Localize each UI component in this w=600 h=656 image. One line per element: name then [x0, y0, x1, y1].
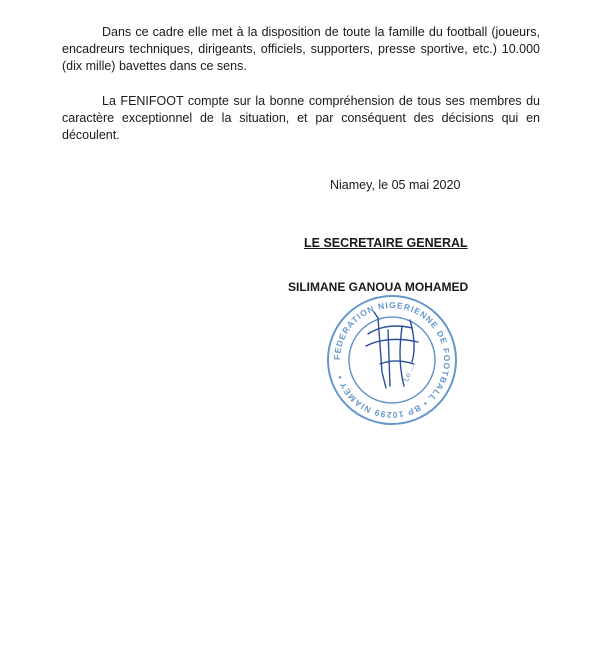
place-date: Niamey, le 05 mai 2020 — [330, 178, 461, 192]
official-stamp-icon — [322, 290, 462, 430]
body-paragraph-1 — [62, 24, 540, 75]
stamp-outer-ring — [328, 296, 456, 424]
signatory-name: SILIMANE GANOUA MOHAMED — [288, 280, 469, 294]
stamp-inner-ring — [349, 317, 435, 403]
paragraph-1-text: Dans ce cadre elle met à la disposition de toute la famille du football (joueurs, encadreurs techniques, dirigeants, officiels, supporters, presse sportive, etc.) 10.000 (dix mille) bavettes dans ce sens. — [62, 25, 540, 73]
stamp-ring-text: FEDERATION NIGERIENNE DE FOOTBALL • BP 10299 NIAMEY • — [331, 299, 453, 421]
signatory-title: LE SECRETAIRE GENERAL — [304, 236, 468, 250]
stamp-center-mark: Le ... — [401, 362, 416, 383]
paragraph-2-text: La FENIFOOT compte sur la bonne compréhension de tous ses membres du caractère exceptionnel de la situation, et par conséquent des décisions qui en découlent. — [62, 94, 540, 142]
body-paragraph-2 — [62, 93, 540, 144]
